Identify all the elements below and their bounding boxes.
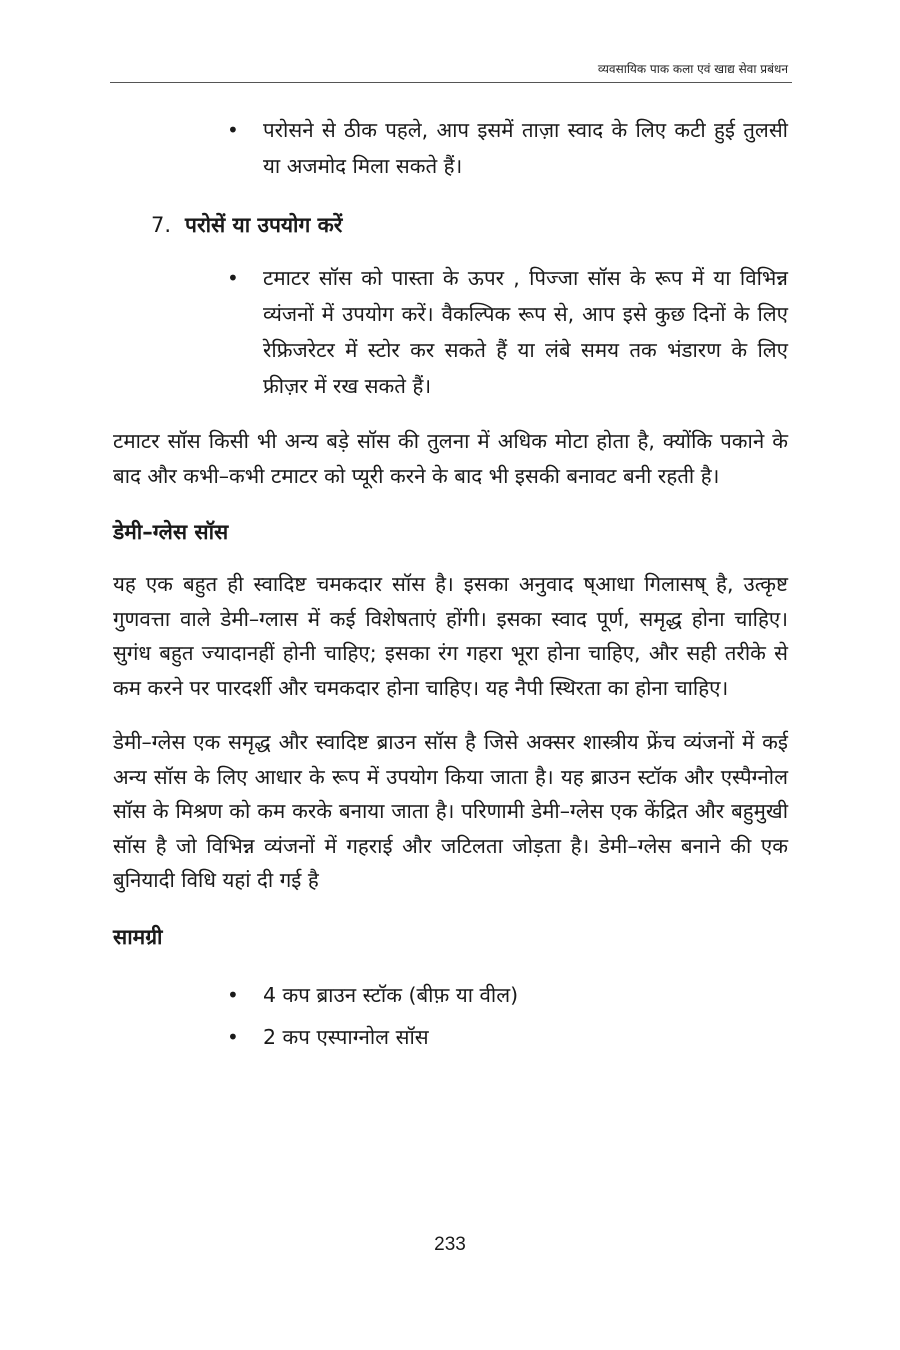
- tomato-sauce-note: टमाटर सॉस किसी भी अन्य बड़े सॉस की तुलना में अधिक मोटा होता है, क्योंकि पकाने के बाद और कभी–कभी टमाटर को प्यूरी करने के बाद भी इसकी बनावट बनी रहती है।: [113, 429, 788, 488]
- bullet-icon: •: [227, 982, 239, 1007]
- bullet-icon: •: [227, 118, 239, 142]
- list-item: [227, 112, 788, 184]
- ingredient-text: 4 कप ब्राउन स्टॉक (बीफ़ या वील): [263, 982, 519, 1007]
- demi-glace-method-intro: डेमी–ग्लेस एक समृद्ध और स्वादिष्ट ब्राउन सॉस है जिसे अक्सर शास्त्रीय फ्रेंच व्यंजनों में कई अन्य सॉस के लिए आधार के रूप में उपयोग किया जाता है। यह ब्राउन स्टॉक और एस्पैग्नोल सॉस के मिश्रण को कम करके बनाया जाता है। परिणामी डेमी–ग्लेस एक केंद्रित और बहुमुखी सॉस है जो विभिन्न व्यंजनों में गहराई और जटिलता जोड़ता है। डेमी–ग्लेस बनाने की एक बुनियादी विधि यहां दी गई है: [113, 730, 788, 892]
- bullet-icon: •: [227, 1024, 239, 1049]
- ingredients-heading: सामग्री: [113, 924, 163, 949]
- ingredient-item: [227, 974, 788, 1016]
- page-content: [113, 112, 788, 1058]
- step-title: परोसें या उपयोग करें: [185, 213, 343, 237]
- demi-glace-description: यह एक बहुत ही स्वादिष्ट चमकदार सॉस है। इसका अनुवाद ष्आधा गिलासष् है, उत्कृष्ट गुणवत्ता वाले डेमी–ग्लास में कई विशेषताएं होंगी। इसका स्वाद पूर्ण, समृद्ध होना चाहिए। सुगंध बहुत ज्यादानहीं होनी चाहिए; इसका रंग गहरा भूरा होना चाहिए, और सही तरीके से कम करने पर पारदर्शी और चमकदार होना चाहिए। यह नैपी स्थिरता का होना चाहिए।: [113, 572, 788, 700]
- header-divider: [110, 82, 792, 83]
- running-header: व्यवसायिक पाक कला एवं खाद्य सेवा प्रबंधन: [597, 62, 788, 76]
- list-item-text: टमाटर सॉस को पास्ता के ऊपर , पिज्जा सॉस के रूप में या विभिन्न व्यंजनों में उपयोग करें। वैकल्पिक रूप से, आप इसे कुछ दिनों के लिए रेफ्रिजरेटर में स्टोर कर सकते हैं या लंबे समय तक भंडारण के लिए फ्रीज़र में रख सकते हैं।: [263, 266, 788, 398]
- page-number: 233: [434, 1234, 466, 1255]
- ingredients-list: [113, 974, 788, 1058]
- step-heading: [151, 210, 788, 240]
- demi-glace-heading: डेमी–ग्लेस सॉस: [113, 520, 229, 544]
- ingredient-item: [227, 1016, 788, 1058]
- list-item: [227, 260, 788, 404]
- step-bullet-list: [113, 260, 788, 404]
- step-number: 7.: [151, 213, 172, 237]
- ingredient-text: 2 कप एस्पाग्नोल सॉस: [263, 1024, 429, 1049]
- bullet-icon: •: [227, 266, 239, 290]
- list-item-text: परोसने से ठीक पहले, आप इसमें ताज़ा स्वाद के लिए कटी हुई तुलसी या अजमोद मिला सकते हैं।: [263, 118, 788, 178]
- intro-bullet-list: [113, 112, 788, 184]
